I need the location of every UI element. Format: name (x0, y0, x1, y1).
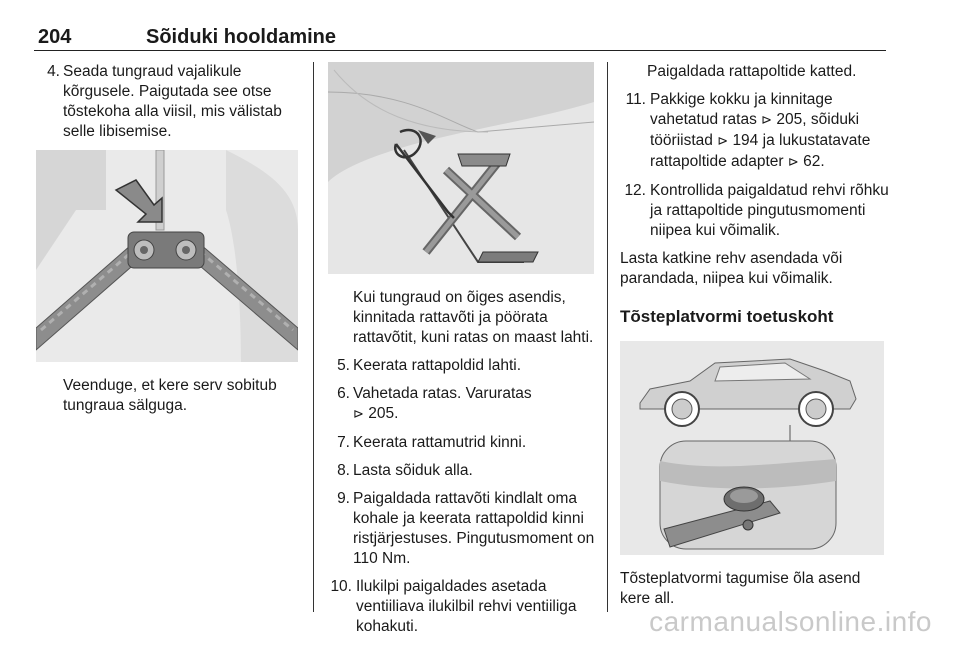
section-heading: Tõsteplatvormi toetuskoht (620, 307, 834, 326)
step-text: Pakkige kokku ja kinnitage vahetatud ratas (650, 91, 833, 128)
list-item (326, 577, 596, 637)
step-number: 7. (337, 434, 350, 451)
page-number: 204 (38, 26, 72, 48)
paragraph: Paigaldada rattapoltide katted. (647, 63, 857, 80)
step-text: , sõiduki tööriistad (650, 111, 860, 149)
list-item (326, 356, 596, 376)
paragraph: Kui tungraud on õiges asendis, kinnitada rattavõti ja pöörata rattavõtit, kuni ratas on maast lahti. (353, 289, 594, 346)
column-3 (620, 62, 890, 617)
page-reference-link[interactable]: 205. (368, 405, 399, 422)
step-text: Lasta sõiduk alla. (353, 462, 473, 479)
step-text: Keerata rattapoldid lahti. (353, 357, 522, 374)
step-text: Kontrollida paigaldatud rehvi rõhku ja rattapoltide pingutusmomenti niipea kui võimalik. (650, 182, 889, 239)
watermark: carmanualsonline.info (649, 606, 932, 637)
step-text: ja lukustatavate rattapoltide adapter (650, 132, 871, 170)
list-item (620, 181, 890, 241)
column-1 (36, 62, 302, 424)
step-text: Vahetada ratas. Varuratas (353, 385, 532, 402)
page-header (34, 26, 886, 51)
column-divider (607, 62, 608, 612)
arrow-reference-icon: ⊳ (761, 113, 773, 128)
list-item (326, 433, 596, 453)
list-item (326, 384, 596, 425)
step-text: Seada tungraud vajalikule kõrgusele. Paigutada see otse tõstekoha alla viisil, mis välistab selle libisemise. (63, 63, 282, 140)
note-text: Veenduge, et kere serv sobitub tungraua sälguga. (63, 377, 277, 414)
arrow-reference-icon: ⊳ (717, 134, 729, 149)
step-number: 4. (47, 63, 60, 80)
column-divider (313, 62, 314, 612)
lift-point-illustration (620, 341, 884, 555)
paragraph: Lasta katkine rehv asendada või parandada, niipea kui võimalik. (620, 250, 843, 287)
step-text: Keerata rattamutrid kinni. (353, 434, 527, 451)
step-number: 8. (337, 462, 350, 479)
step-number: 9. (337, 490, 350, 507)
page-reference-link[interactable]: 62. (803, 153, 825, 170)
step-number: 5. (337, 357, 350, 374)
figure-caption: Tõsteplatvormi tagumise õla asend kere all. (620, 570, 861, 607)
list-item (620, 90, 890, 173)
step-number: 11. (625, 91, 646, 108)
arrow-reference-icon: ⊳ (787, 155, 799, 170)
list-item (36, 62, 302, 142)
step-text: Paigaldada rattavõti kindlalt oma kohale ja keerata rattapoldid kinni ristjärjestuses. Pingutusmoment on 110 Nm. (353, 490, 595, 567)
jack-position-illustration (36, 150, 298, 362)
step-text: Ilukilpi paigaldades asetada ventiiliava ilukilbil rehvi ventiiliga kohakuti. (356, 578, 577, 635)
step-number: 12. (624, 182, 646, 199)
column-2 (326, 62, 596, 645)
arrow-reference-icon: ⊳ (353, 407, 364, 422)
jack-raising-illustration (328, 62, 594, 274)
page-reference-link[interactable]: 205 (776, 111, 803, 128)
chapter-title: Sõiduki hooldamine (146, 26, 337, 48)
list-item (326, 489, 596, 569)
step-number: 6. (337, 385, 350, 402)
list-item (326, 461, 596, 481)
page-reference-link[interactable]: 194 (732, 132, 759, 149)
step-number: 10. (330, 578, 352, 595)
